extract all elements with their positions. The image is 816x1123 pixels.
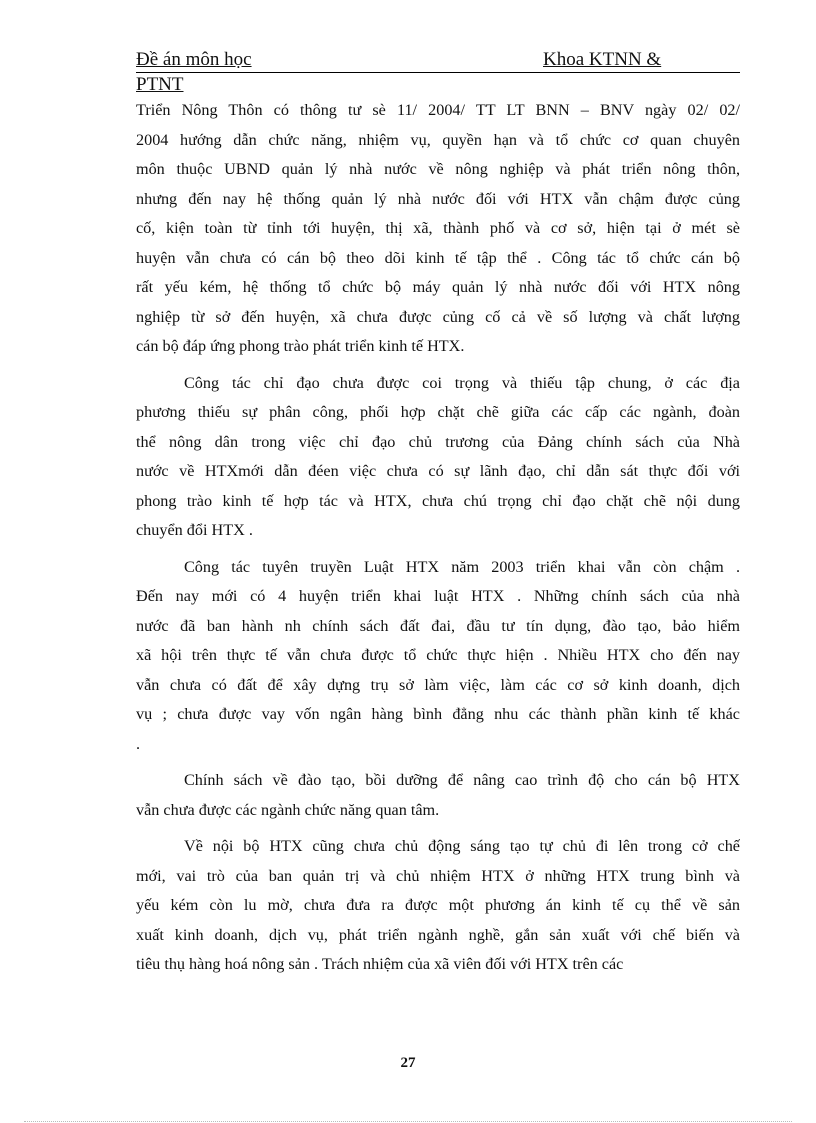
text-line: chuyển đổi HTX . xyxy=(136,521,253,539)
text-line: Đến nay mới có 4 huyện triển khai luật HTX . Những chính sách của nhà xyxy=(136,587,740,605)
page-bottom-divider xyxy=(24,1121,792,1122)
text-line: yếu kém còn lu mờ, chưa đưa ra được một phương án kinh tế cụ thể về sản xyxy=(136,896,740,914)
paragraph xyxy=(136,369,740,546)
text-line: nhưng đến nay hệ thống quản lý nhà nước đối với HTX vẫn chậm được củng xyxy=(136,189,740,208)
page-header xyxy=(136,48,740,73)
header-faculty-continuation: PTNT xyxy=(136,74,184,95)
text-line: 2004 hướng dẫn chức năng, nhiệm vụ, quyền hạn và tổ chức cơ quan chuyên xyxy=(136,130,740,149)
paragraph xyxy=(136,832,740,980)
text-line: mới, vai trò của ban quản trị và chủ nhiệm HTX ở những HTX trung bình và xyxy=(136,866,740,885)
text-line: môn thuộc UBND quản lý nhà nước về nông nghiệp và phát triển nông thôn, xyxy=(136,160,740,178)
text-line: nước đã ban hành nh chính sách đất đai, đầu tư tín dụng, đào tạo, bảo hiểm xyxy=(136,616,740,635)
paragraph-gap xyxy=(136,825,740,832)
text-line: vẫn chưa được các ngành chức năng quan tâm. xyxy=(136,800,440,819)
text-line: nghiệp từ sở đến huyện, xã chưa được củng cố cả về số lượng và chất lượng xyxy=(136,307,740,326)
text-line: rất yếu kém, hệ thống tổ chức bộ máy quản lý nhà nước đối với HTX nông xyxy=(136,278,740,296)
text-line: cố, kiện toàn từ tỉnh tới huyện, thị xã, thành phố và cơ sở, hiện tại ở mét sè xyxy=(136,219,740,237)
paragraph-gap xyxy=(136,546,740,553)
text-line: Triển Nông Thôn có thông tư sè 11/ 2004/ TT LT BNN – BNV ngày 02/ 02/ xyxy=(136,101,740,119)
paragraph-gap xyxy=(136,362,740,369)
body-text xyxy=(136,96,740,980)
text-line: cán bộ đáp ứng phong trào phát triển kinh tế HTX. xyxy=(136,337,465,355)
text-line: . xyxy=(136,734,141,753)
text-line: vẫn chưa có đất để xây dựng trụ sở làm việc, làm các cơ sở kinh doanh, dịch xyxy=(136,675,740,694)
header-faculty-label: Khoa KTNN & xyxy=(543,49,662,70)
text-line: huyện vẫn chưa có cán bộ theo dõi kinh tế tập thể . Công tác tổ chức cán bộ xyxy=(136,248,740,267)
page-number: 27 xyxy=(400,1055,416,1071)
text-line: phong trào kinh tế hợp tác và HTX, chưa chú trọng chỉ đạo chặt chẽ nội dung xyxy=(136,491,740,510)
text-line: thể nông dân trong việc chỉ đạo chủ trương của Đảng chính sách của Nhà xyxy=(136,432,740,451)
text-line: xuất kinh doanh, dịch vụ, phát triển ngành nghề, gắn sản xuất với chế biến và xyxy=(136,925,740,944)
header-course-label: Đề án môn học xyxy=(136,49,252,70)
text-line: Chính sách về đào tạo, bồi dưỡng để nâng cao trình độ cho cán bộ HTX xyxy=(184,771,740,789)
text-line: Về nội bộ HTX cũng chưa chủ động sáng tạo tự chủ đi lên trong cở chế xyxy=(184,837,740,855)
paragraph-gap xyxy=(136,759,740,766)
text-line: phương thiếu sự phân công, phối hợp chặt chẽ giữa các cấp các ngành, đoàn xyxy=(136,403,740,421)
text-line: xã hội trên thực tế vẫn chưa được tổ chức thực hiện . Nhiều HTX cho đến nay xyxy=(136,646,740,664)
text-line: nước về HTXmới dẫn đéen việc chưa có sự lãnh đạo, chỉ dẫn sát thực đối với xyxy=(136,462,740,480)
paragraph xyxy=(136,766,740,825)
paragraph xyxy=(136,96,740,362)
text-line: tiêu thụ hàng hoá nông sản . Trách nhiệm của xã viên đối với HTX trên các xyxy=(136,955,624,973)
text-line: Công tác chỉ đạo chưa được coi trọng và thiếu tập chung, ở các địa xyxy=(184,373,740,392)
text-line: vụ ; chưa được vay vốn ngân hàng bình đẳng nhu các thành phần kinh tế khác xyxy=(136,705,740,723)
text-line: Công tác tuyên truyền Luật HTX năm 2003 triển khai vẫn còn chậm . xyxy=(184,557,740,576)
paragraph xyxy=(136,553,740,760)
